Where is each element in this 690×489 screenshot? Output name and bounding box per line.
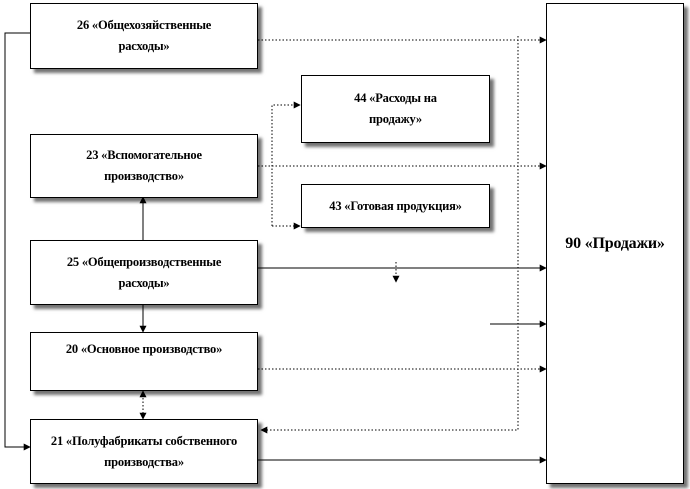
account-21-box bbox=[30, 419, 258, 484]
account-26-box bbox=[30, 3, 258, 69]
arrow-26-to-21 bbox=[5, 33, 30, 447]
account-44-label: 44 «Расходы на продажу» bbox=[354, 91, 437, 126]
account-20-label: 20 «Основное производство» bbox=[65, 342, 223, 356]
account-26-label: 26 «Общехозяйственные расходы» bbox=[76, 18, 212, 53]
account-90-label: 90 «Продажи» bbox=[565, 234, 665, 252]
account-44-box bbox=[301, 75, 490, 143]
account-23-label: 23 «Вспомогательное производство» bbox=[86, 148, 202, 183]
account-25-label: 25 «Общепроизводственные расходы» bbox=[66, 254, 222, 290]
account-23-box bbox=[30, 134, 258, 198]
account-90-box bbox=[546, 3, 684, 484]
account-21-label: 21 «Полуфабрикаты собственного производства» bbox=[50, 433, 238, 469]
account-25-box bbox=[30, 240, 258, 305]
account-43-box bbox=[301, 184, 490, 228]
account-20-box bbox=[30, 332, 258, 391]
account-43-label: 43 «Готовая продукция» bbox=[329, 198, 462, 213]
